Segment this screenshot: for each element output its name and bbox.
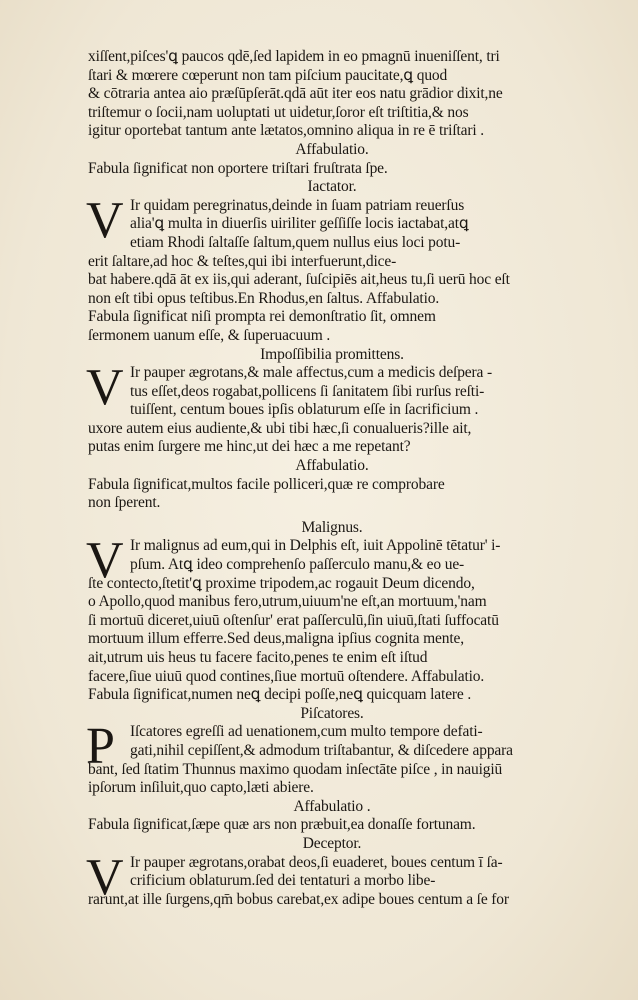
text-line: erit ſaltare,ad hoc & teſtes,qui ibi interfuerunt,dice- — [88, 252, 397, 270]
text-line: triſtemur o ſocii,nam uoluptati ut uidetur,ſoror eſt triſtitia,& nos — [88, 103, 469, 121]
text-line: putas enim ſurgere me hinc,ut dei hæc a me repetant? — [88, 438, 411, 456]
text-line: Iſcatores egreſſi ad uenationem,cum multo tempore defati- — [130, 723, 483, 741]
drop-cap-initial: P — [86, 718, 115, 776]
drop-cap-initial: V — [86, 359, 124, 417]
text-line: Fabula ſignificat,numen neꝗ decipi poſſe,neꝗ quicquam latere . — [88, 686, 472, 704]
section-heading: Affabulatio. — [295, 457, 369, 475]
text-line: mortuum illum efferre.Sed deus,maligna ipſius cognita mente, — [88, 630, 464, 648]
text-line: o Apollo,quod manibus fero,utrum,uiuum'ne eſt,an mortuum,'nam — [88, 593, 487, 611]
section-heading: Piſcatores. — [300, 704, 364, 722]
text-line: uxore autem eius audiente,& ubi tibi hæc,ſi conualueris?ille ait, — [88, 419, 472, 437]
section-heading: Malignus. — [301, 518, 363, 536]
drop-cap-initial: V — [86, 532, 124, 590]
section-heading: Affabulatio. — [295, 140, 369, 158]
text-line: ſi mortuū diceret,uiuū oſtenſur' erat paſſerculū,ſin uiuū,ſtati ſuffocatū — [88, 611, 499, 629]
text-line: & cōtraria antea aio præſūpſerāt.qdā aūt iter eos natu grādior dixit,ne — [88, 85, 503, 103]
text-line: tuiſſent, centum boues ipſis oblaturum eſſe in ſacrificium . — [130, 401, 479, 419]
text-line: bat habere.qdā āt ex iis,qui aderant, ſuſcipiēs ait,heus tu,ſi uerū hoc eſt — [88, 271, 510, 289]
text-line: etiam Rhodi ſaltaſſe ſaltum,quem nullus eius loci potu- — [130, 233, 461, 251]
text-line: ait,utrum uis heus tu facere facito,penes te enim eſt iſtud — [88, 649, 428, 666]
text-line: ſtari & mœrere cœperunt non tam piſcium paucitate,ꝗ quod — [88, 66, 448, 84]
text-line: Ir pauper ægrotans,& male affectus,cum a medicis deſpera - — [130, 364, 493, 382]
text-line: non eſt tibi opus teſtibus.En Rhodus,en ſaltus. Affabulatio. — [88, 289, 440, 307]
text-line: Fabula ſignificat,multos facile polliceri,quæ re comprobare — [88, 475, 445, 493]
text-line: bant, ſed ſtatim Thunnus maximo quodam inſectāte piſce , in nauigiū — [88, 760, 503, 778]
section-heading: Impoſſibilia promittens. — [260, 345, 404, 363]
text-line: Fabula ſignificat,ſæpe quæ ars non præbuit,ea donaſſe fortunam. — [88, 816, 476, 834]
section-heading: Affabulatio . — [293, 797, 371, 815]
section-heading: Iactator. — [307, 178, 357, 196]
text-line: xiſſent,piſces'ꝗ paucos qdē,ſed lapidem in eo pmagnū inueniſſent, tri — [88, 48, 500, 65]
text-line: Ir malignus ad eum,qui in Delphis eſt, iuit Appolinē tētatur' i- — [130, 537, 501, 555]
text-line: Ir pauper ægrotans,orabat deos,ſi euaderet, boues centum ī ſa- — [130, 853, 503, 871]
text-line: non ſperent. — [88, 494, 161, 512]
drop-cap-initial: V — [86, 191, 124, 249]
section-heading: Deceptor. — [302, 834, 362, 852]
text-column — [88, 48, 576, 909]
text-line: facere,ſiue uiuū quod contines,ſiue mortuū oſtendere. Affabulatio. — [88, 667, 485, 685]
text-line: Ir quidam peregrinatus,deinde in ſuam patriam reuerſus — [130, 196, 465, 214]
text-line: Fabula ſignificat niſi prompta rei demonſtratio ſit, omnem — [88, 308, 436, 326]
text-line: Fabula ſignificat non oportere triſtari fruſtrata ſpe. — [88, 159, 388, 177]
text-line: alia'ꝗ multa in diuerſis uiriliter geſſiſſe locis iactabat,atꝗ — [130, 215, 469, 233]
text-line: ſermonem uanum eſſe, & ſuperuacuum . — [88, 326, 331, 344]
text-line: crificium oblaturum.ſed dei tentaturi a morbo libe- — [130, 872, 436, 890]
drop-cap-initial: V — [86, 848, 124, 906]
text-line: ipſorum inſiluit,quo capto,læti abiere. — [88, 779, 314, 797]
text-line: tus eſſet,deos rogabat,pollicens ſi ſanitatem ſibi rurſus reſti- — [130, 382, 485, 400]
text-line: pſum. Atꝗ ideo comprehenſo paſſerculo manu,& eo ue- — [130, 556, 465, 574]
text-line: ſte contecto,ſtetit'ꝗ proxime tripodem,ac rogauit Deum dicendo, — [88, 574, 475, 592]
text-line: rarunt,at ille ſurgens,qm̄ bobus carebat,ex adipe boues centum a ſe for — [88, 890, 509, 908]
text-line: igitur oportebat tantum ante lætatos,omnino aliqua in re ē triſtari . — [88, 122, 484, 140]
text-line: gati,nihil cepiſſent,& admodum triſtabantur, & diſcedere appara — [130, 741, 513, 759]
